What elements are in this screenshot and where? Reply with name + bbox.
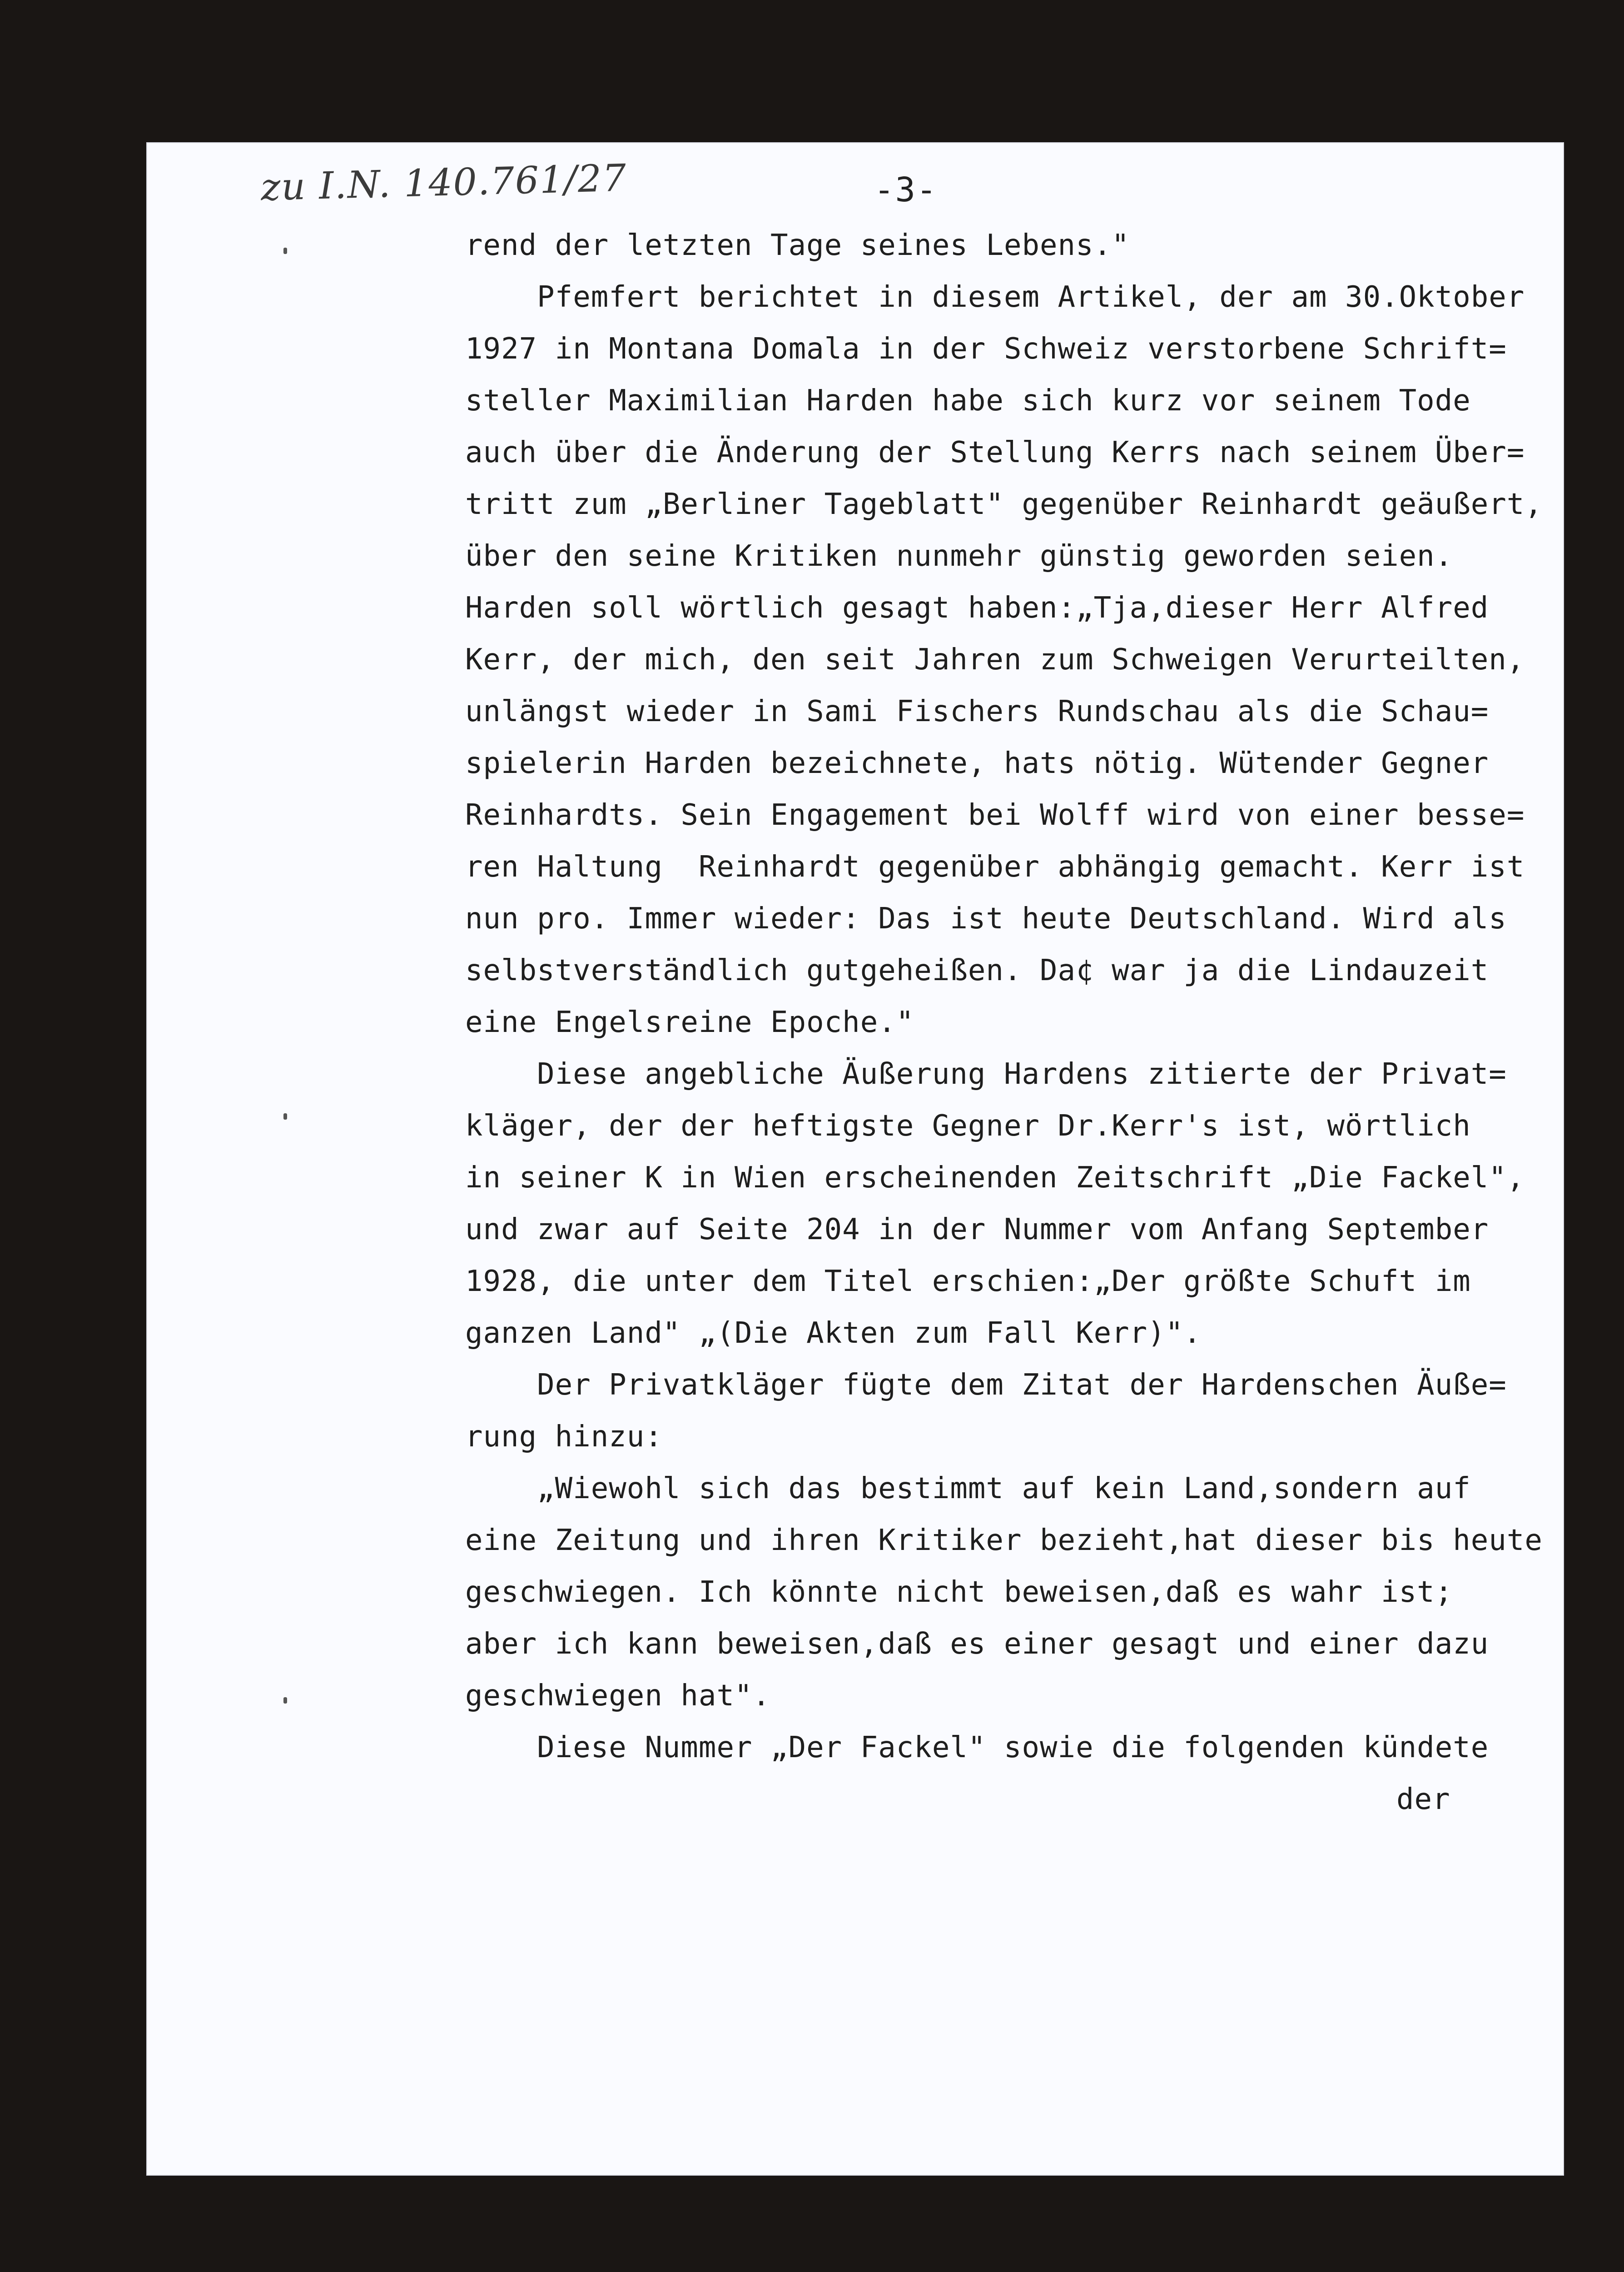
document-page: [147, 143, 1563, 2175]
text-line: über den seine Kritiken nunmehr günstig geworden seien.: [465, 539, 1453, 573]
handwritten-reference-number: zu I.N. 140.761/27: [260, 156, 628, 209]
text-line: Kerr, der mich, den seit Jahren zum Schweigen Verurteilten,: [465, 643, 1525, 677]
catchword: der: [1396, 1783, 1450, 1816]
text-line: 1928, die unter dem Titel erschien:„Der größte Schuft im: [465, 1265, 1471, 1298]
typewritten-text-body: [465, 219, 1546, 1825]
text-line: 1927 in Montana Domala in der Schweiz verstorbene Schrift=: [465, 332, 1507, 366]
paper-speck: [283, 248, 287, 254]
text-line: geschwiegen. Ich könnte nicht beweisen,daß es wahr ist;: [465, 1575, 1453, 1609]
text-line: unlängst wieder in Sami Fischers Rundschau als die Schau=: [465, 695, 1489, 728]
text-line: geschwiegen hat".: [465, 1679, 771, 1713]
text-line: nun pro. Immer wieder: Das ist heute Deutschland. Wird als: [465, 902, 1507, 936]
text-line: Reinhardts. Sein Engagement bei Wolff wird von einer besse=: [465, 798, 1525, 832]
text-line: und zwar auf Seite 204 in der Nummer vom Anfang September: [465, 1213, 1489, 1246]
text-line: selbstverständlich gutgeheißen. Da¢ war ja die Lindauzeit: [465, 954, 1489, 987]
text-line: Harden soll wörtlich gesagt haben:„Tja,dieser Herr Alfred: [465, 591, 1489, 625]
text-line: tritt zum „Berliner Tageblatt" gegenüber Reinhardt geäußert,: [465, 488, 1543, 521]
text-line: ren Haltung Reinhardt gegenüber abhängig gemacht. Kerr ist: [465, 850, 1525, 884]
text-line: steller Maximilian Harden habe sich kurz vor seinem Tode: [465, 384, 1471, 418]
text-line: in seiner K in Wien erscheinenden Zeitschrift „Die Fackel",: [465, 1161, 1525, 1195]
text-line: Diese angebliche Äußerung Hardens zitierte der Privat=: [465, 1057, 1507, 1091]
text-line: eine Zeitung und ihren Kritiker bezieht,hat dieser bis heute: [465, 1524, 1543, 1557]
page-number: -3-: [874, 170, 938, 209]
text-line: rung hinzu:: [465, 1420, 663, 1454]
text-line: auch über die Änderung der Stellung Kerrs nach seinem Über=: [465, 436, 1525, 469]
text-line: aber ich kann beweisen,daß es einer gesagt und einer dazu: [465, 1627, 1489, 1661]
text-line: kläger, der der heftigste Gegner Dr.Kerr's ist, wörtlich: [465, 1109, 1471, 1143]
paper-speck: [283, 1697, 287, 1704]
text-line: spielerin Harden bezeichnete, hats nötig. Wütender Gegner: [465, 747, 1489, 780]
text-line: ganzen Land" „(Die Akten zum Fall Kerr)".: [465, 1316, 1202, 1350]
paper-speck: [283, 1113, 287, 1120]
text-line: „Wiewohl sich das bestimmt auf kein Land,sondern auf: [465, 1472, 1471, 1505]
text-line: Der Privatkläger fügte dem Zitat der Hardenschen Äuße=: [465, 1368, 1507, 1402]
text-line: rend der letzten Tage seines Lebens.": [465, 229, 1130, 262]
text-line: Pfemfert berichtet in diesem Artikel, der am 30.Oktober: [465, 280, 1525, 314]
text-line: Diese Nummer „Der Fackel" sowie die folgenden kündete: [465, 1731, 1489, 1764]
text-line: eine Engelsreine Epoche.": [465, 1006, 914, 1039]
